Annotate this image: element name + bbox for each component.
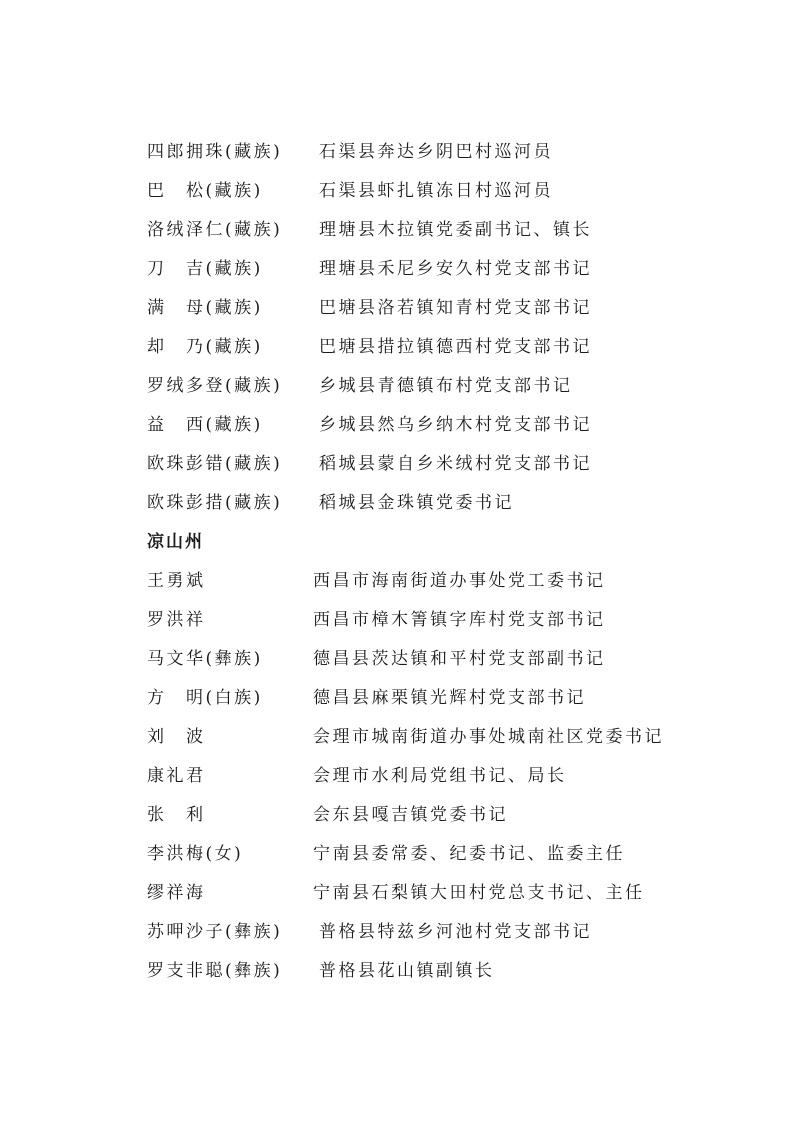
- person-name: 苏呷沙子(彝族): [147, 922, 283, 942]
- person-role: 理塘县木拉镇党委副书记、镇长: [319, 220, 592, 240]
- person-name: 康礼君: [147, 766, 206, 786]
- person-name: 洛绒泽仁(藏族): [147, 220, 283, 240]
- person-role: 稻城县蒙自乡米绒村党支部书记: [319, 454, 592, 474]
- person-role: 宁南县委常委、纪委书记、监委主任: [313, 844, 625, 864]
- person-name: 四郎拥珠(藏族): [147, 142, 283, 162]
- person-name: 张 利: [147, 805, 206, 825]
- person-name: 益 西(藏族): [147, 415, 263, 435]
- person-name: 缪祥海: [147, 883, 206, 903]
- person-role: 稻城县金珠镇党委书记: [319, 493, 514, 513]
- list-item: [147, 601, 747, 640]
- list-item: [147, 952, 747, 991]
- person-name: 罗支非聪(彝族): [147, 961, 283, 981]
- list-item: [147, 445, 747, 484]
- person-role: 巴塘县洛若镇知青村党支部书记: [319, 298, 592, 318]
- person-role: 石渠县虾扎镇冻日村巡河员: [319, 181, 553, 201]
- list-item: [147, 328, 747, 367]
- list-item: [147, 367, 747, 406]
- person-name: 方 明(白族): [147, 688, 263, 708]
- list-item: [147, 133, 747, 172]
- honoree-list: [147, 133, 747, 991]
- person-role: 石渠县奔达乡阴巴村巡河员: [319, 142, 553, 162]
- person-role: 普格县花山镇副镇长: [319, 961, 495, 981]
- person-name: 巴 松(藏族): [147, 181, 263, 201]
- person-role: 普格县特兹乡河池村党支部书记: [319, 922, 592, 942]
- list-item: [147, 289, 747, 328]
- list-item: [147, 835, 747, 874]
- person-name: 刘 波: [147, 727, 206, 747]
- list-item: [147, 484, 747, 523]
- list-item: [147, 640, 747, 679]
- person-name: 刀 吉(藏族): [147, 259, 263, 279]
- list-item: [147, 913, 747, 952]
- list-item: [147, 250, 747, 289]
- person-role: 乡城县青德镇布村党支部书记: [319, 376, 573, 396]
- person-name: 李洪梅(女): [147, 844, 244, 864]
- list-item: [147, 796, 747, 835]
- person-name: 却 乃(藏族): [147, 337, 263, 357]
- list-item: [147, 679, 747, 718]
- person-name: 王勇斌: [147, 571, 206, 591]
- list-item: [147, 874, 747, 913]
- person-role: 理塘县禾尼乡安久村党支部书记: [319, 259, 592, 279]
- person-name: 罗洪祥: [147, 610, 206, 630]
- person-name: 罗绒多登(藏族): [147, 376, 283, 396]
- list-item: [147, 211, 747, 250]
- list-item: [147, 718, 747, 757]
- person-role: 宁南县石梨镇大田村党总支书记、主任: [313, 883, 645, 903]
- person-name: 满 母(藏族): [147, 298, 263, 318]
- person-role: 西昌市海南街道办事处党工委书记: [313, 571, 606, 591]
- person-role: 会理市城南街道办事处城南社区党委书记: [313, 727, 664, 747]
- list-item: [147, 172, 747, 211]
- person-role: 西昌市樟木箐镇字库村党支部书记: [313, 610, 606, 630]
- person-role: 巴塘县措拉镇德西村党支部书记: [319, 337, 592, 357]
- list-item: [147, 757, 747, 796]
- person-role: 德昌县茨达镇和平村党支部副书记: [313, 649, 606, 669]
- person-name: 欧珠彭错(藏族): [147, 454, 283, 474]
- section-heading: 凉山州: [147, 532, 204, 552]
- person-name: 马文华(彝族): [147, 649, 263, 669]
- person-name: 欧珠彭措(藏族): [147, 493, 283, 513]
- person-role: 会东县嘎吉镇党委书记: [313, 805, 508, 825]
- list-item: [147, 562, 747, 601]
- list-item: [147, 406, 747, 445]
- person-role: 乡城县然乌乡纳木村党支部书记: [319, 415, 592, 435]
- person-role: 会理市水利局党组书记、局长: [313, 766, 567, 786]
- person-role: 德昌县麻栗镇光辉村党支部书记: [313, 688, 586, 708]
